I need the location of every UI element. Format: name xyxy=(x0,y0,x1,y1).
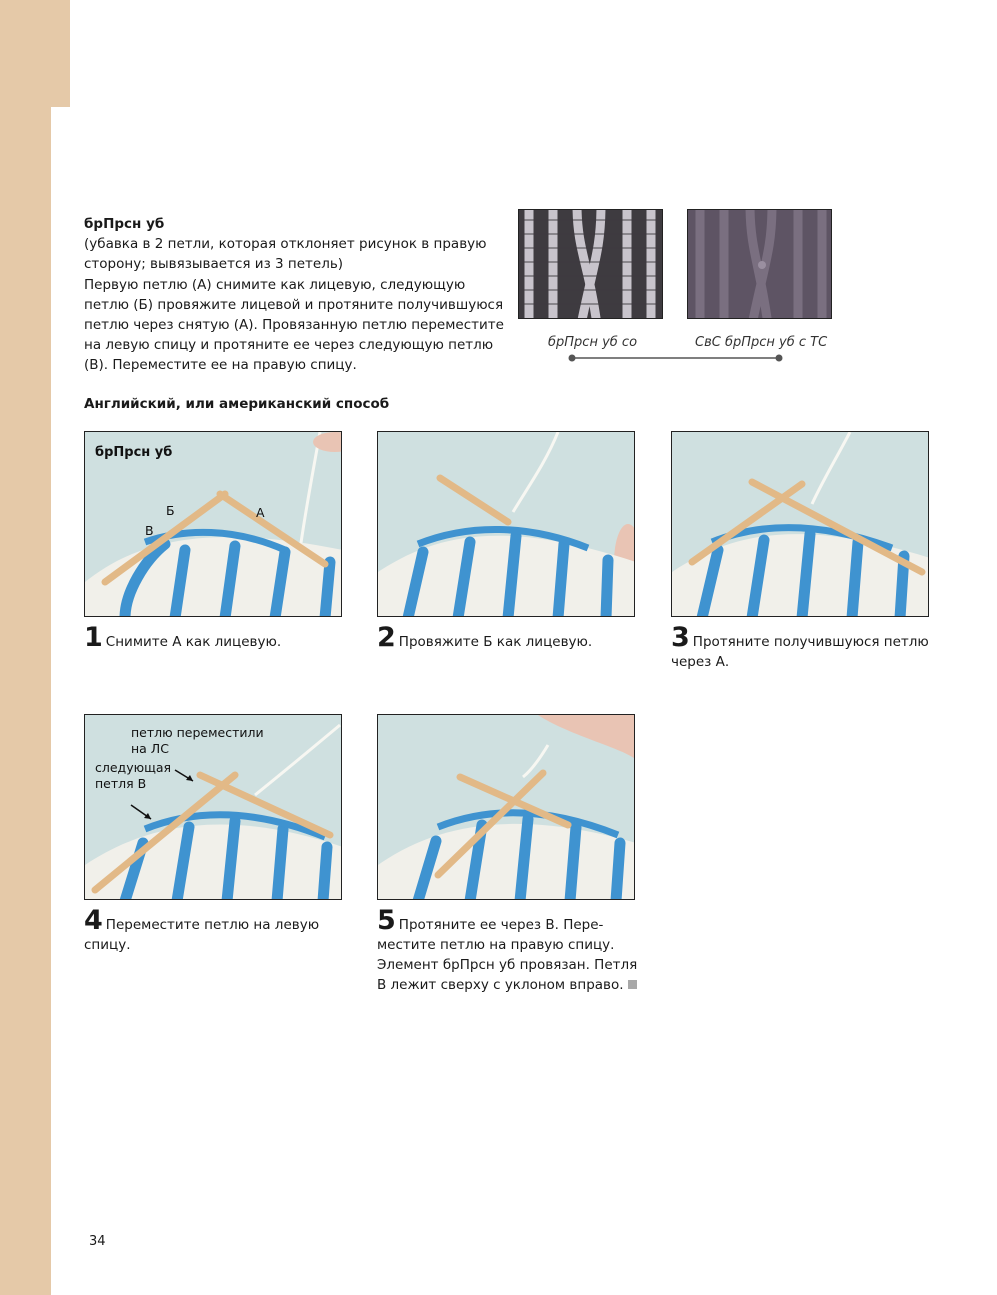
step-1 xyxy=(84,622,346,653)
step-2 xyxy=(377,622,639,653)
swatch-tonal-photo xyxy=(687,209,832,319)
step-3 xyxy=(671,622,933,672)
swatch-right-caption: СвС брПрсн уб с ТС xyxy=(695,335,828,350)
method-heading: Английский, или американский способ xyxy=(84,396,390,412)
page-number: 34 xyxy=(89,1234,106,1249)
intro-block xyxy=(84,214,504,376)
step-3-photo xyxy=(671,431,929,617)
intro-line: петлю (Б) провяжите лицевой и протяните получившуюся xyxy=(84,296,504,313)
intro-line: сторону; вывязывается из 3 петель) xyxy=(84,256,344,273)
step-3-text: Протяните получившуюся петлю через А. xyxy=(671,634,929,670)
moved-loop-label-line1: петлю переместили xyxy=(131,725,264,740)
step-4-text: Переместите петлю на левую спицу. xyxy=(84,917,320,953)
end-square-icon xyxy=(628,980,637,989)
intro-line: Первую петлю (А) снимите как лицевую, следующую xyxy=(84,276,466,293)
swatch-left-caption: брПрсн уб со xyxy=(548,335,638,350)
step-5-photo xyxy=(377,714,635,900)
step-1-number: 1 xyxy=(84,622,103,653)
moved-loop-label-line2: на ЛС xyxy=(131,741,169,756)
intro-title: брПрсн уб xyxy=(84,216,165,232)
stitch-label-v: В xyxy=(145,523,154,538)
caption-connector xyxy=(568,352,784,364)
page-edge-band xyxy=(0,107,51,1295)
intro-line: на левую спицу и протяните ее через следующую петлю xyxy=(84,337,494,354)
step-1-text: Снимите А как лицевую. xyxy=(105,634,282,650)
next-loop-label-line1: следующая xyxy=(95,760,172,775)
step-2-number: 2 xyxy=(377,622,396,653)
step-2-text: Провяжите Б как лицевую. xyxy=(398,634,593,650)
stitch-label-a: А xyxy=(256,505,265,520)
step-1-inset-title: брПрсн уб xyxy=(95,445,173,460)
step-3-number: 3 xyxy=(671,622,690,653)
stitch-label-b: Б xyxy=(166,503,175,518)
swatch-contrast-photo xyxy=(518,209,663,319)
page-edge-band-top xyxy=(0,0,70,107)
intro-line: (убавка в 2 петли, которая отклоняет рисунок в правую xyxy=(84,236,487,253)
step-4 xyxy=(84,905,346,955)
step-5-number: 5 xyxy=(377,905,396,936)
intro-line: петлю через снятую (А). Провязанную петлю переместите xyxy=(84,317,504,334)
step-5 xyxy=(377,905,639,995)
next-loop-label-line2: петля В xyxy=(95,776,147,791)
step-2-photo xyxy=(377,431,635,617)
step-4-number: 4 xyxy=(84,905,103,936)
step-5-text: Протяните ее через В. Пере- местите петлю на правую спицу. Элемент брПрсн уб провязан. Петля В лежит сверху с уклоном вправо. xyxy=(377,917,638,993)
step-4-photo xyxy=(84,714,342,900)
intro-line: (В). Переместите ее на правую спицу. xyxy=(84,357,357,374)
